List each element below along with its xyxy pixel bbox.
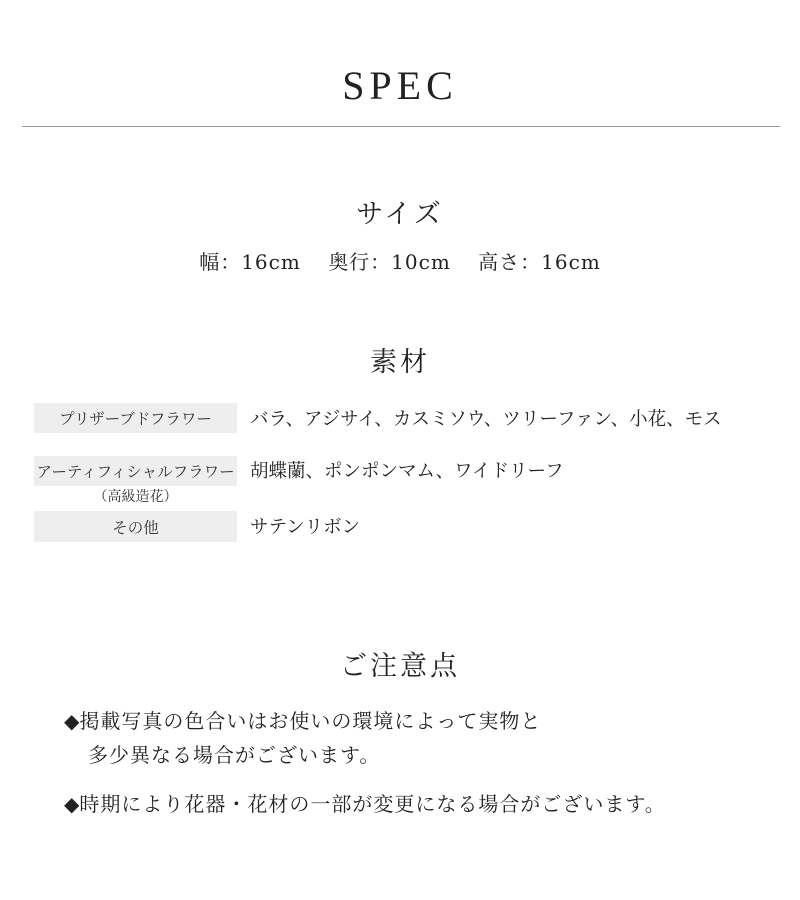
size-dimensions [0, 246, 800, 275]
notes-heading: ご注意点 [340, 651, 460, 682]
title-divider [22, 126, 780, 127]
material-label-preserved: プリザーブドフラワー [34, 403, 237, 433]
note-line: 時期により花器・花材の一部が変更になる場合がございます。 [79, 792, 666, 816]
material-label-artificial: アーティフィシャルフラワー [34, 456, 237, 486]
size-height: 高さ：16cm [478, 250, 601, 274]
materials-heading: 素材 [370, 347, 430, 378]
page-title: SPEC [342, 63, 458, 108]
material-value-other: サテンリボン [250, 517, 361, 538]
material-sublabel-artificial: （高級造花） [93, 489, 178, 505]
size-width: 幅：16cm [199, 250, 301, 274]
diamond-bullet-icon: ◆ [64, 709, 80, 733]
note-item [64, 787, 666, 821]
size-heading: サイズ [356, 199, 444, 230]
note-item [64, 704, 541, 772]
size-depth: 奥行：10cm [328, 250, 451, 274]
note-line: 掲載写真の色合いはお使いの環境によって実物と [79, 709, 542, 733]
note-line: 多少異なる場合がございます。 [88, 743, 381, 767]
material-value-preserved: バラ、アジサイ、カスミソウ、ツリーファン、小花、モス [250, 409, 722, 430]
material-value-artificial: 胡蝶蘭、ポンポンマム、ワイドリーフ [250, 461, 564, 482]
material-label-other: その他 [34, 511, 237, 542]
diamond-bullet-icon: ◆ [64, 792, 80, 816]
